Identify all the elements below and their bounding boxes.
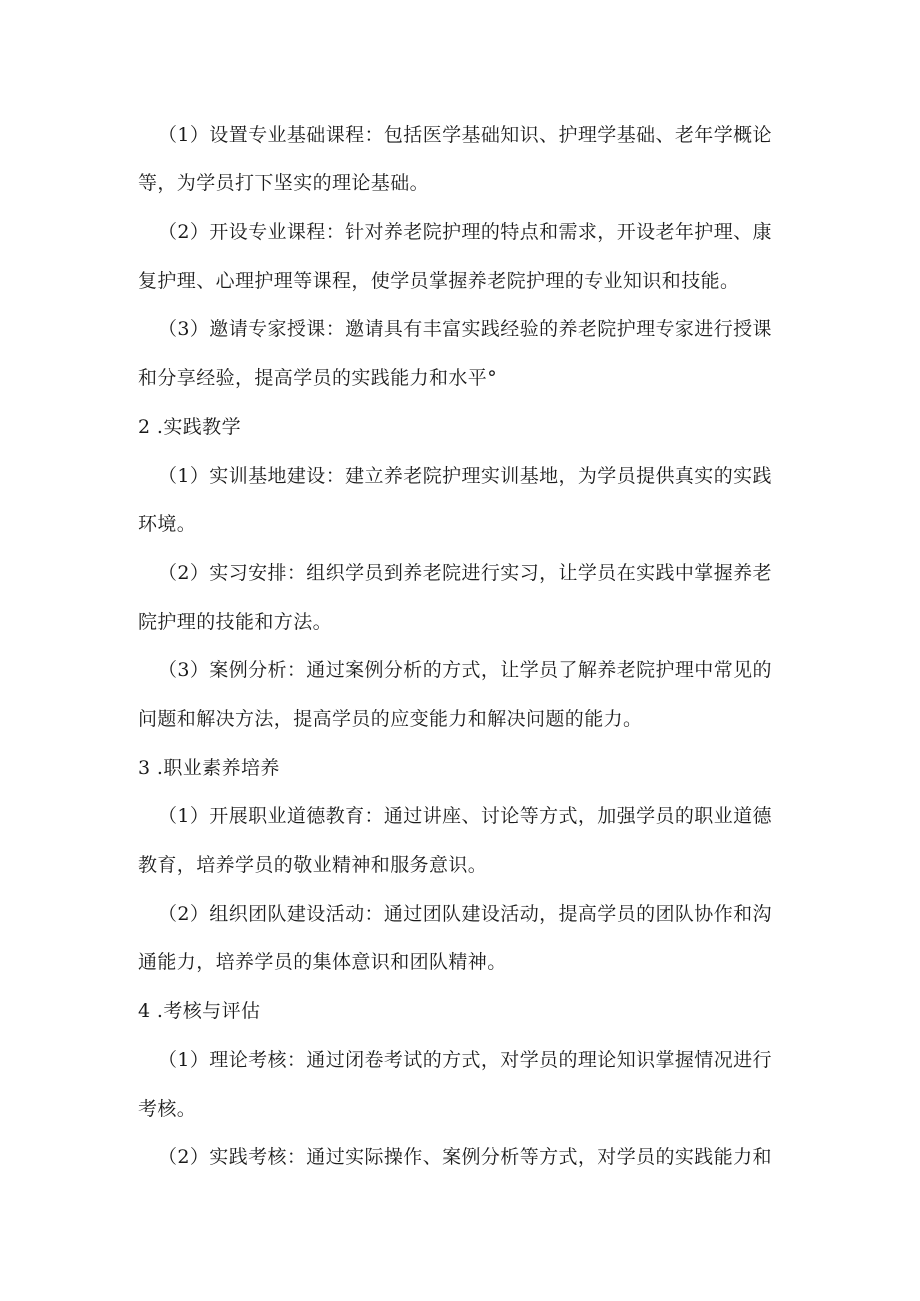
paragraph-line: （3）邀请专家授课：邀请具有丰富实践经验的养老院护理专家进行授课: [158, 318, 772, 340]
section-heading: 3 .职业素养培养: [138, 757, 280, 779]
paragraph-line: （1）理论考核：通过闭卷考试的方式，对学员的理论知识掌握情况进行: [158, 1049, 772, 1071]
paragraph-line: （1）开展职业道德教育：通过讲座、讨论等方式，加强学员的职业道德: [158, 805, 772, 827]
paragraph-line: 环境。: [138, 513, 197, 535]
section-heading: 2 .实践教学: [138, 416, 241, 438]
paragraph-line: 和分享经验，提高学员的实践能力和水平°: [138, 367, 498, 389]
paragraph-line: 教育，培养学员的敬业精神和服务意识。: [138, 854, 488, 876]
paragraph-line: （2）开设专业课程：针对养老院护理的特点和需求，开设老年护理、康: [158, 221, 772, 243]
paragraph-line: 等，为学员打下坚实的理论基础。: [138, 172, 430, 194]
paragraph-line: 通能力，培养学员的集体意识和团队精神。: [138, 951, 507, 973]
section-heading: 4 .考核与评估: [138, 1000, 261, 1022]
paragraph-line: 院护理的技能和方法。: [138, 611, 333, 633]
paragraph-line: 复护理、心理护理等课程，使学员掌握养老院护理的专业知识和技能。: [138, 270, 740, 292]
paragraph-line: （1）设置专业基础课程：包括医学基础知识、护理学基础、老年学概论: [158, 124, 772, 146]
paragraph-line: （3）案例分析：通过案例分析的方式，让学员了解养老院护理中常见的: [158, 659, 772, 681]
paragraph-line: （1）实训基地建设：建立养老院护理实训基地，为学员提供真实的实践: [158, 465, 772, 487]
paragraph-line: 考核。: [138, 1098, 197, 1120]
paragraph-line: （2）实践考核：通过实际操作、案例分析等方式，对学员的实践能力和: [158, 1146, 772, 1168]
paragraph-line: （2）组织团队建设活动：通过团队建设活动，提高学员的团队协作和沟: [158, 903, 772, 925]
paragraph-line: 问题和解决方法，提高学员的应变能力和解决问题的能力。: [138, 708, 643, 730]
paragraph-line: （2）实习安排：组织学员到养老院进行实习，让学员在实践中掌握养老: [158, 562, 772, 584]
